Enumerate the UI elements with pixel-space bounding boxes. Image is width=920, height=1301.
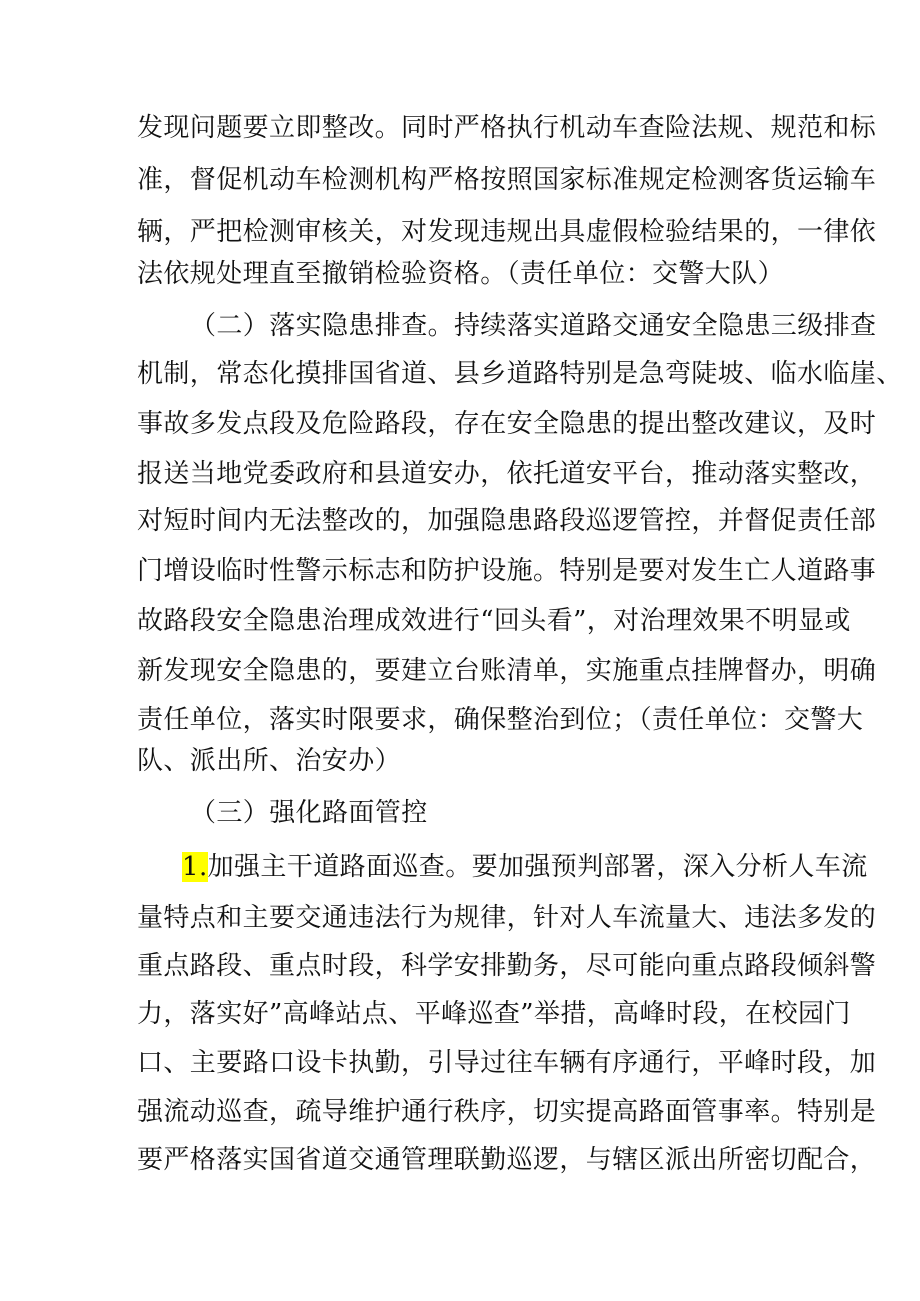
text-line: 力，落实好”高峰站点、平峰巡查”举措，高峰时段，在校园门 [137, 999, 851, 1029]
text-line: 准，督促机动车检测机构严格按照国家标准规定检测客货运输车 [137, 165, 877, 195]
text-line: 事故多发点段及危险路段，存在安全隐患的提出整改建议，及时 [137, 409, 877, 439]
text-line: 要严格落实国省道交通管理联勤巡逻，与辖区派出所密切配合， [137, 1145, 877, 1175]
text-line: 故路段安全隐患治理成效进行“回头看”，对治理效果不明显或 [137, 606, 851, 636]
text-line: 报送当地党委政府和县道安办，依托道安平台，推动落实整改， [137, 459, 877, 489]
text-line: 门增设临时性警示标志和防护设施。特别是要对发生亡人道路事 [137, 556, 877, 586]
text-line: 重点路段、重点时段，科学安排勤务，尽可能向重点路段倾斜警 [137, 951, 877, 981]
list-item-first-line [182, 847, 868, 887]
text-line: 加强主干道路面巡查。要加强预判部署，深入分析人车流 [207, 852, 868, 882]
text-line: 辆，严把检测审核关，对发现违规出具虚假检验结果的，一律依 [137, 217, 877, 247]
text-line: 责任单位，落实时限要求，确保整治到位；（责任单位：交警大 [137, 705, 864, 735]
text-line: 对短时间内无法整改的，加强隐患路段巡逻管控，并督促责任部 [137, 506, 877, 536]
text-line: 法依规处理直至撤销检验资格。（责任单位：交警大队） [137, 259, 785, 289]
highlighted-number: 1. [182, 852, 208, 882]
text-line: 队、派出所、治安办） [137, 746, 402, 776]
section-heading-2: （二）落实隐患排查。持续落实道路交通安全隐患三级排查 [190, 311, 877, 341]
text-line: 发现问题要立即整改。同时严格执行机动车查险法规、规范和标 [137, 113, 877, 143]
text-line: 量特点和主要交通违法行为规律，针对人车流量大、违法多发的 [137, 903, 877, 933]
text-line: 强流动巡查，疏导维护通行秩序，切实提高路面管事率。特别是 [137, 1097, 877, 1127]
text-line: 新发现安全隐患的，要建立台账清单，实施重点挂牌督办，明确 [137, 656, 877, 686]
text-line: 口、主要路口设卡执勤，引导过往车辆有序通行，平峰时段，加 [137, 1048, 877, 1078]
text-line: 机制，常态化摸排国省道、县乡道路特别是急弯陡坡、临水临崖、 [137, 359, 903, 389]
section-heading-3: （三）强化路面管控 [190, 798, 428, 828]
